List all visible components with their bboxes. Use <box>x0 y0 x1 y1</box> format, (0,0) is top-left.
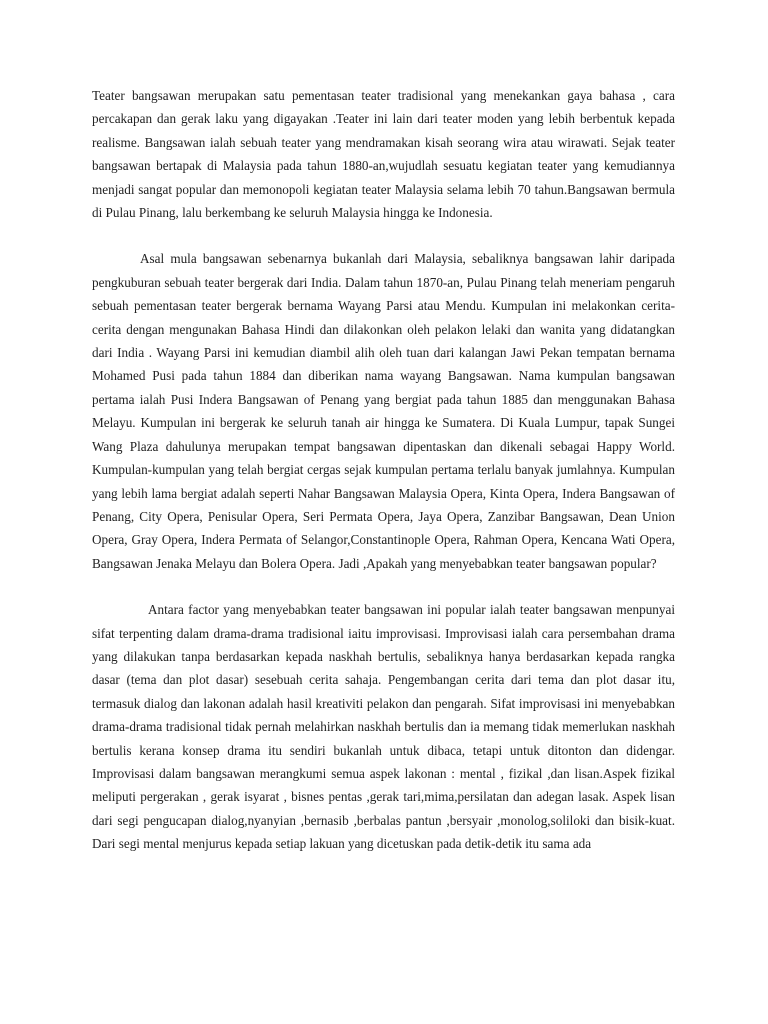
document-body <box>92 84 675 856</box>
paragraph-improvisation: Antara factor yang menyebabkan teater bangsawan ini popular ialah teater bangsawan menpunyai sifat terpenting dalam drama-drama tradisional iaitu improvisasi. Improvisasi ialah cara persembahan drama yang dilakukan tanpa berdasarkan kepada naskhah bertulis, sebaliknya hanya berdasarkan kepada rangka dasar (tema dan plot dasar) sesebuah cerita sahaja. Pengembangan cerita dari tema dan plot dasar itu, termasuk dialog dan lakonan adalah hasil kreativiti pelakon dan pengarah. Sifat improvisasi ini menyebabkan drama-drama tradisional tidak pernah melahirkan naskhah bertulis dan ia memang tidak memerlukan naskhah bertulis kerana konsep drama itu sendiri bukanlah untuk dibaca, tetapi untuk ditonton dan didengar. Improvisasi dalam bangsawan merangkumi semua aspek lakonan : mental , fizikal ,dan lisan.Aspek fizikal meliputi pergerakan , gerak isyarat , bisnes pentas ,gerak tari,mima,persilatan dan adegan lasak. Aspek lisan dari segi pengucapan dialog,nyanyian ,bernasib ,berbalas pantun ,bersyair ,monolog,soliloki dan bisik-kuat. Dari segi mental menjurus kepada setiap lakuan yang dicetuskan pada detik-detik itu sama ada <box>92 602 675 852</box>
paragraph-origin: Asal mula bangsawan sebenarnya bukanlah dari Malaysia, sebaliknya bangsawan lahir daripada pengkuburan sebuah teater bergerak dari India. Dalam tahun 1870-an, Pulau Pinang telah meneriam pengaruh sebuah pementasan teater bergerak bernama Wayang Parsi atau Mendu. Kumpulan ini melakonkan cerita-cerita dengan mengunakan Bahasa Hindi dan dilakonkan oleh pelakon lelaki dan wanita yang didatangkan dari India . Wayang Parsi ini kemudian diambil alih oleh tuan dari kalangan Jawi Pekan tempatan bernama Mohamed Pusi pada tahun 1884 dan diberikan nama wayang Bangsawan. Nama kumpulan bangsawan pertama ialah Pusi Indera Bangsawan of Penang yang bergiat pada tahun 1885 dan menggunakan Bahasa Melayu. Kumpulan ini bergerak ke seluruh tanah air hingga ke Sumatera. Di Kuala Lumpur, tapak Sungei Wang Plaza dahulunya merupakan tempat bangsawan dipentaskan dan dikenali sebagai Happy World. Kumpulan-kumpulan yang telah bergiat cergas sejak kumpulan pertama terlalu banyak jumlahnya. Kumpulan yang lebih lama bergiat adalah seperti Nahar Bangsawan Malaysia Opera, Kinta Opera, Indera Bangsawan of Penang, City Opera, Penisular Opera, Seri Permata Opera, Jaya Opera, Zanzibar Bangsawan, Dean Union Opera, Gray Opera, Indera Permata of Selangor,Constantinople Opera, Rahman Opera, Kencana Wati Opera, Bangsawan Jenaka Melayu dan Bolera Opera. Jadi ,Apakah yang menyebabkan teater bangsawan popular? <box>92 251 675 571</box>
paragraph-intro: Teater bangsawan merupakan satu pementasan teater tradisional yang menekankan gaya bahasa , cara percakapan dan gerak laku yang digayakan .Teater ini lain dari teater moden yang lebih berbentuk kepada realisme. Bangsawan ialah sebuah teater yang mendramakan kisah seorang wira atau wirawati. Sejak teater bangsawan bertapak di Malaysia pada tahun 1880-an,wujudlah sesuatu kegiatan teater yang kemudiannya menjadi sangat popular dan memonopoli kegiatan teater Malaysia selama lebih 70 tahun.Bangsawan bermula di Pulau Pinang, lalu berkembang ke seluruh Malaysia hingga ke Indonesia. <box>92 88 675 221</box>
